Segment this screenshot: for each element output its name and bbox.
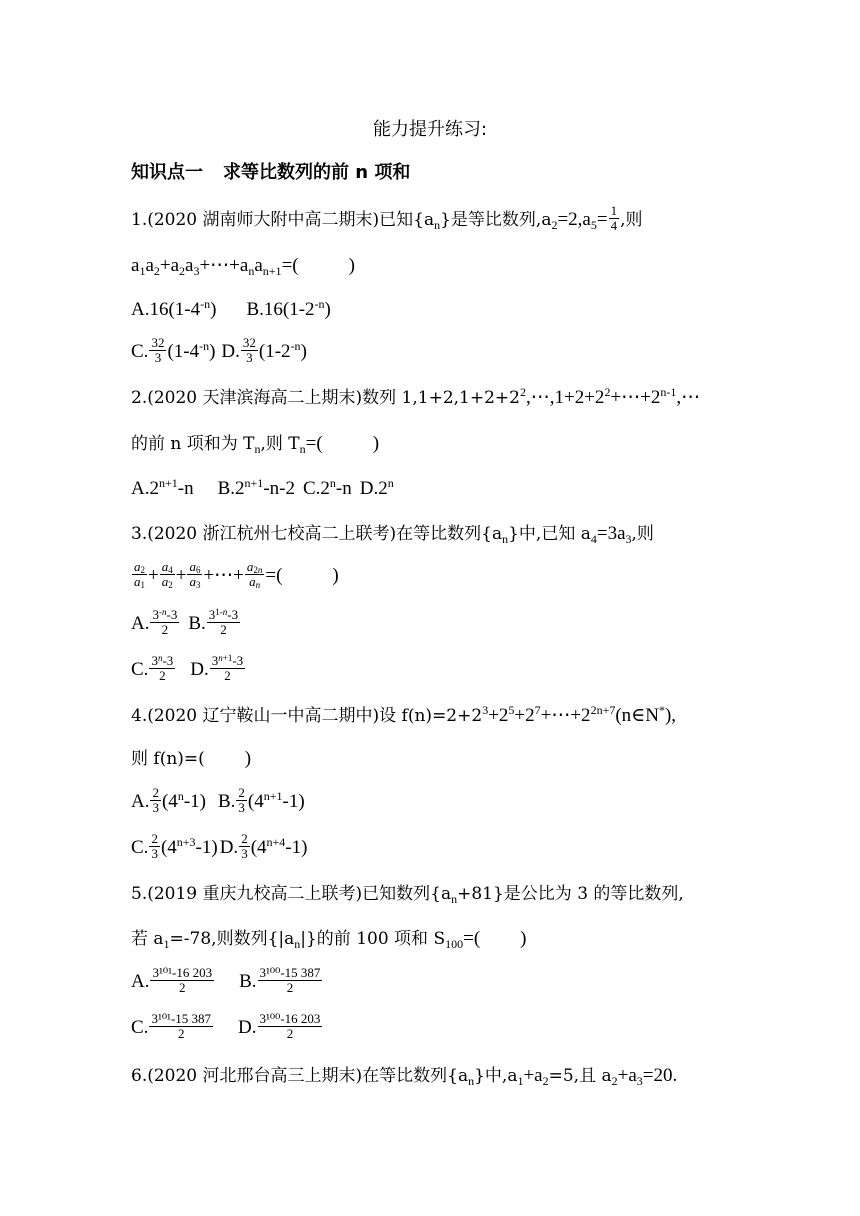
section-name: 求等比数列的前 n 项和	[223, 162, 411, 183]
q3-option-c[interactable]: C. $\frac{3^n-3}{2}$	[131, 653, 174, 684]
q3-expression: $\frac{a_2}{a_1}$ + $\frac{a_4}{a_2}$ + $\frac{a_6}{a_3}$ +⋯+ $\frac{a_{2n}}{a_n}$ =( )	[134, 559, 339, 591]
q5-options-ab	[131, 965, 323, 997]
q2-option-a[interactable]: $A.2^{n+1}-n$	[131, 476, 194, 499]
q2-stem: 2.(2020 天津滨海高二上期末)数列 $1,1+2,1+2+2^2,\cdots,1+2+2^2+\cdots+2^{n-1},\cdots$	[131, 385, 701, 408]
q2-line2: 的前 n 项和为 $T_n$,则 $T_n=$( )	[131, 433, 380, 456]
q2-option-d[interactable]: D.2$^n$	[359, 476, 394, 499]
q5-option-d[interactable]: D. $\frac{\text{3¹⁰⁰-16 203}}{2}$	[238, 1011, 321, 1042]
q4-option-d[interactable]: D. $\frac{2}{3}$ $(4^{n+4}-1)$	[219, 831, 308, 862]
q5-option-a[interactable]: A. $\frac{\text{3¹⁰¹-16 203}}{2}$	[131, 965, 213, 996]
q3-options-cd	[131, 653, 246, 685]
q1-option-a[interactable]: $A.16(1-4^{-n})$	[131, 297, 217, 320]
q4-option-c[interactable]: C. $\frac{2}{3}$ $(4^{n+3}-1)$	[131, 831, 218, 862]
q3-option-d[interactable]: D. $\frac{3^{n+1}-3}{2}$	[190, 653, 244, 684]
q1-option-b[interactable]: $B.16(1-2^{-n})$	[246, 297, 331, 320]
page-title: 能力提升练习:	[372, 119, 488, 140]
q4-option-a[interactable]: A. $\frac{2}{3}$ (4$^n$-1)	[131, 785, 206, 816]
q1-fraction: $\frac{1}{4}$	[610, 203, 618, 234]
q1-options-ab	[131, 296, 331, 324]
q2-option-c[interactable]: C.2$^n$-n	[302, 476, 352, 499]
q4-options-ab	[131, 785, 305, 817]
q1-options-cd	[131, 335, 307, 367]
section-heading	[131, 158, 410, 184]
q2-option-b[interactable]: $B.2^{n+1}-n-2$	[217, 476, 295, 499]
q1-option-d[interactable]: D. $\frac{32}{3}$ $(1-2^{-n})$	[221, 335, 307, 366]
q1-option-c[interactable]: C. $\frac{32}{3}$ $(1-4^{-n})$	[131, 335, 216, 366]
q5-line2: 若 $a_1=-78$,则数列$\{|a_n|\}$的前 100 项和 $S_{100}=$( )	[131, 928, 527, 951]
q6-stem: 6.(2020 河北邢台高三上期末)在等比数列$\{a_n\}$中$,a_1+a_2=5$,且 $a_2+a_3=20$.	[131, 1065, 678, 1088]
q3-option-a[interactable]: A. $\frac{3^{-n}-3}{2}$	[131, 607, 178, 638]
q4-option-b[interactable]: B. $\frac{2}{3}$ $(4^{n+1}-1)$	[217, 785, 305, 816]
q5-stem: 5.(2019 重庆九校高二上联考)已知数列$\{a_n+81\}$是公比为 3 的等比数列,	[131, 884, 684, 906]
q1-source: 1.(2020 湖南师大附中高二期末)	[131, 210, 380, 230]
q2-options	[131, 475, 394, 503]
q4-line2: 则 f(n)=( )	[131, 748, 252, 769]
q3-options-ab	[131, 607, 241, 639]
section-prefix: 知识点一	[131, 162, 203, 183]
q5-option-b[interactable]: B. $\frac{\text{3¹⁰⁰-15 387}}{2}$	[239, 965, 321, 996]
q5-option-c[interactable]: C. $\frac{\text{3¹⁰¹-15 387}}{2}$	[131, 1011, 212, 1042]
q1-expression: $a_1a_2+a_2a_3+\cdots+a_na_{n+1}=$( )	[131, 255, 355, 278]
q3-stem: 3.(2020 浙江杭州七校高二上联考)在等比数列$\{a_n\}$中,已知 $a_4=3a_3$,则	[131, 523, 654, 546]
q5-options-cd	[131, 1011, 323, 1043]
q3-option-b[interactable]: B. $\frac{3^{1-n}-3}{2}$	[188, 607, 239, 638]
q4-options-cd	[131, 831, 308, 863]
q4-stem: 4.(2020 辽宁鞍山一中高二期中)设 $f(n)=2+2^3+2^5+2^7+\cdots+2^{2n+7}(n\in N^*)$,	[131, 703, 677, 726]
q1-stem: 1.(2020 湖南师大附中高二期末)已知$\{a_n\}$是等比数列$,a_2=2,a_5=$ $\frac{1}{4}$ ,则	[131, 203, 643, 234]
